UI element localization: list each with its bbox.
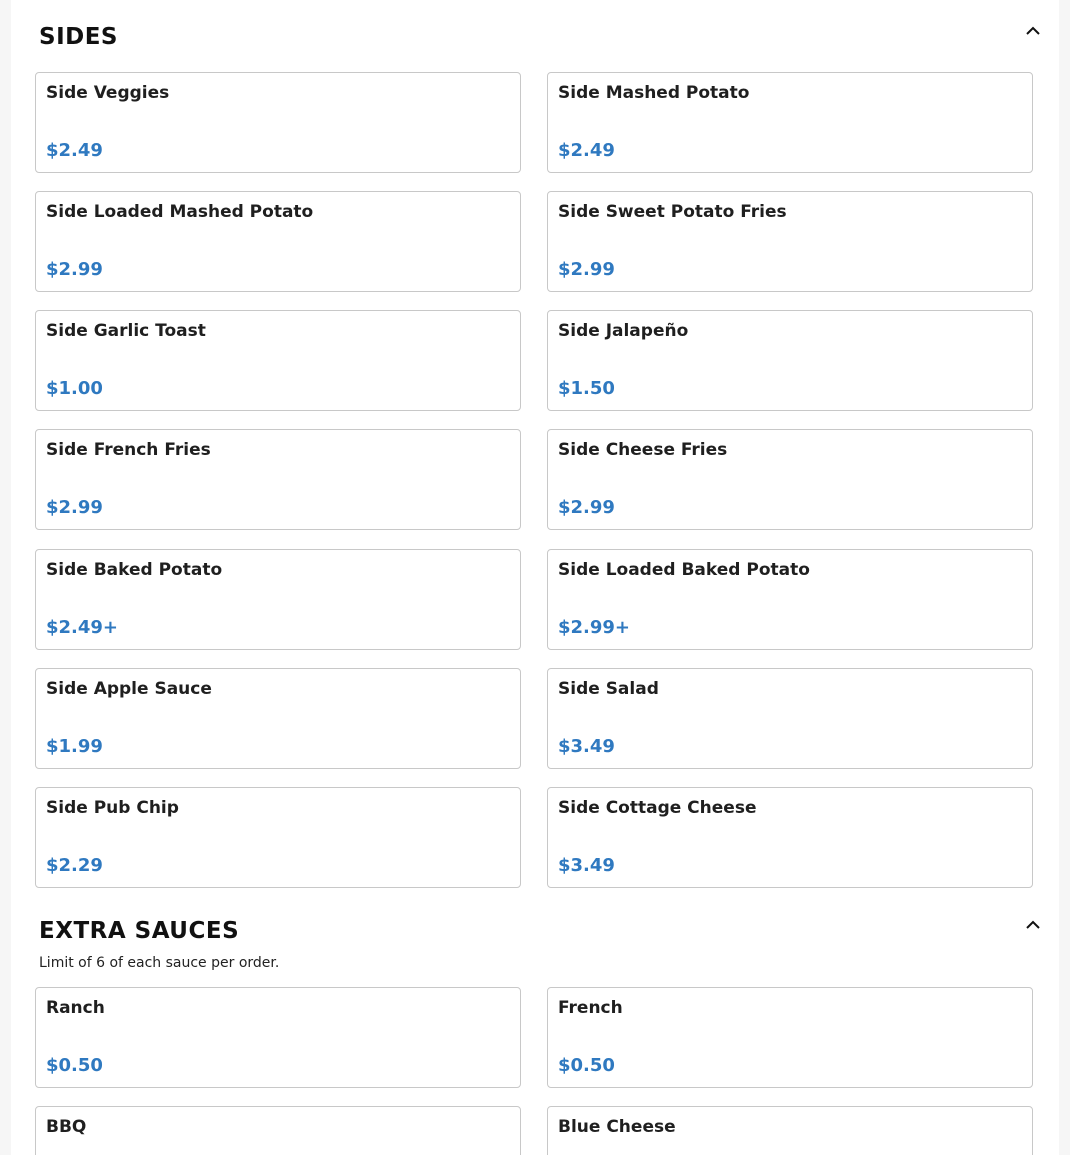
section-title-extra-sauces: EXTRA SAUCES <box>39 918 240 944</box>
item-name: Side Loaded Baked Potato <box>558 560 810 580</box>
item-price: $1.99 <box>46 736 103 757</box>
menu-item-card[interactable] <box>547 987 1033 1088</box>
item-name: Blue Cheese <box>558 1117 676 1137</box>
menu-item-card[interactable] <box>35 1106 521 1155</box>
menu-item-card[interactable] <box>35 191 521 292</box>
item-name: Side Veggies <box>46 83 170 103</box>
menu-item-card[interactable] <box>35 310 521 411</box>
menu-item-card[interactable] <box>35 787 521 888</box>
extra-sauces-section-header <box>39 916 1059 946</box>
item-name: BBQ <box>46 1117 87 1137</box>
item-name: French <box>558 998 623 1018</box>
sides-section-header <box>39 22 1059 52</box>
section-description: Limit of 6 of each sauce per order. <box>39 955 280 971</box>
item-price: $2.99 <box>46 259 103 280</box>
item-name: Ranch <box>46 998 105 1018</box>
item-price: $0.50 <box>46 1055 103 1076</box>
chevron-up-icon[interactable] <box>1023 916 1043 936</box>
menu-item-card[interactable] <box>35 668 521 769</box>
item-price: $2.49+ <box>46 617 119 638</box>
section-title-sides: SIDES <box>39 24 118 50</box>
menu-item-card[interactable] <box>547 549 1033 650</box>
item-name: Side Jalapeño <box>558 321 689 341</box>
menu-item-card[interactable] <box>547 191 1033 292</box>
item-name: Side Pub Chip <box>46 798 179 818</box>
item-price: $2.29 <box>46 855 103 876</box>
item-price: $3.49 <box>558 855 615 876</box>
item-name: Side Sweet Potato Fries <box>558 202 787 222</box>
item-price: $0.50 <box>558 1055 615 1076</box>
menu-item-card[interactable] <box>547 1106 1033 1155</box>
item-name: Side Loaded Mashed Potato <box>46 202 314 222</box>
item-price: $1.00 <box>46 378 103 399</box>
item-price: $3.49 <box>558 736 615 757</box>
item-name: Side Mashed Potato <box>558 83 750 103</box>
item-name: Side Cheese Fries <box>558 440 728 460</box>
menu-page <box>11 0 1059 1155</box>
item-price: $2.49 <box>46 140 103 161</box>
menu-item-card[interactable] <box>35 549 521 650</box>
menu-item-card[interactable] <box>35 987 521 1088</box>
menu-item-card[interactable] <box>547 668 1033 769</box>
item-price: $2.49 <box>558 140 615 161</box>
item-price: $2.99 <box>558 259 615 280</box>
item-price: $1.50 <box>558 378 615 399</box>
item-name: Side Baked Potato <box>46 560 223 580</box>
menu-item-card[interactable] <box>547 310 1033 411</box>
menu-item-card[interactable] <box>35 72 521 173</box>
menu-item-card[interactable] <box>547 787 1033 888</box>
item-name: Side Salad <box>558 679 659 699</box>
item-name: Side Cottage Cheese <box>558 798 757 818</box>
item-name: Side French Fries <box>46 440 211 460</box>
item-price: $2.99 <box>558 497 615 518</box>
item-price: $2.99 <box>46 497 103 518</box>
item-name: Side Garlic Toast <box>46 321 206 341</box>
menu-item-card[interactable] <box>35 429 521 530</box>
menu-item-card[interactable] <box>547 429 1033 530</box>
chevron-up-icon[interactable] <box>1023 22 1043 42</box>
item-price: $2.99+ <box>558 617 631 638</box>
item-name: Side Apple Sauce <box>46 679 212 699</box>
menu-item-card[interactable] <box>547 72 1033 173</box>
